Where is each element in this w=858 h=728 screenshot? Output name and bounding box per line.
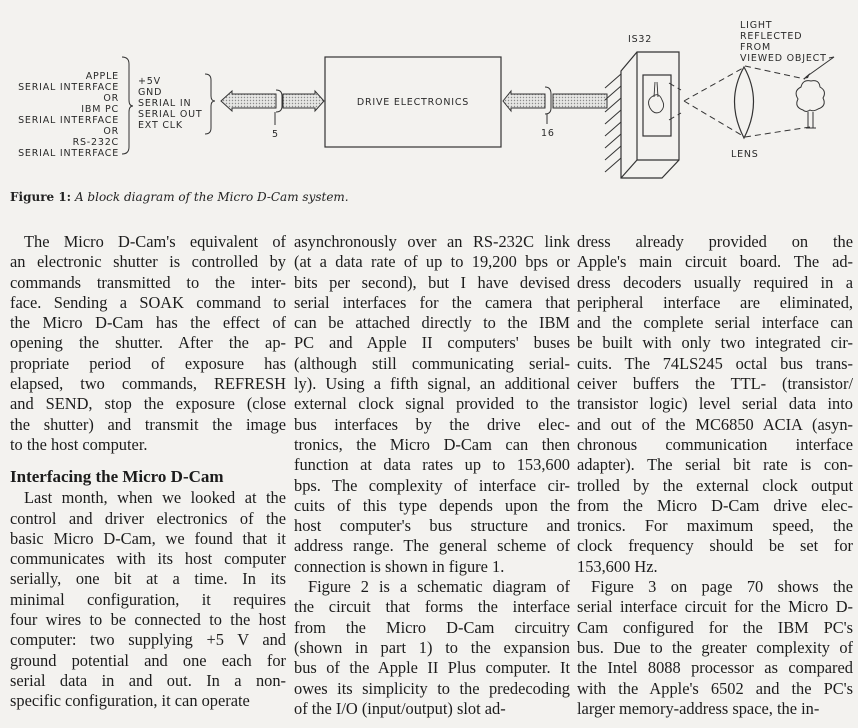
text-line: commands transmitted to the inter-	[10, 272, 286, 292]
lens-label: LENS	[731, 149, 759, 160]
text-line: the circuit that forms the interface	[294, 597, 570, 617]
text-line: serially, one bit at a time. In its	[10, 569, 286, 589]
text-line: (at a data rate of up to 19,200 bps or	[294, 252, 570, 272]
block-diagram	[0, 0, 858, 180]
interface-options-labels	[18, 71, 119, 159]
text-line: computer: two supplying +5 V and	[10, 630, 286, 650]
text-line: ground potential and one each for	[10, 650, 286, 670]
paragraph	[294, 577, 570, 719]
text-line: elapsed, two commands, REFRESH	[10, 374, 286, 394]
caption-text: A block diagram of the Micro D-Cam system.	[74, 190, 349, 204]
text-line: bus. Due to the greater complexity of	[577, 637, 853, 657]
text-line: basic Micro D-Cam, we found that it	[10, 528, 286, 548]
tree-object	[796, 81, 824, 128]
label-serial-interface-2: SERIAL INTERFACE	[18, 115, 119, 126]
sensor-label: IS32	[628, 34, 653, 45]
bus-width-5: 5	[272, 129, 279, 140]
text-line: bps. The complexity of interface cir-	[294, 475, 570, 495]
text-line: to the host computer.	[10, 434, 148, 454]
drive-electronics-label: DRIVE ELECTRONICS	[356, 97, 470, 108]
label-serial-interface-1: SERIAL INTERFACE	[18, 82, 119, 93]
text-line: (although still communicating serial-	[294, 353, 570, 373]
text-line: the Micro D-Cam has the effect of	[10, 313, 286, 333]
label-rs232c: RS-232C	[72, 137, 119, 148]
text-line: tronics, the Micro D-Cam can then	[294, 434, 570, 454]
light-label-line: LIGHT	[740, 20, 773, 31]
lens	[735, 67, 754, 138]
is32-sensor	[605, 34, 679, 178]
figure-caption	[10, 190, 349, 204]
text-line: Cam configured for the IBM PC's	[577, 617, 853, 637]
text-line: host computer's bus structure and	[294, 516, 570, 536]
text-line: clock frequency should be set for	[577, 536, 853, 556]
text-line: Figure 3 on page 70 shows the	[591, 577, 853, 597]
text-line: peripheral interface are eliminated,	[577, 292, 853, 312]
signal-gnd: GND	[138, 87, 163, 98]
text-line: the shutter) and transmit the image	[10, 414, 286, 434]
text-line: be built with only two integrated cir-	[577, 333, 853, 353]
brace-signals	[205, 74, 215, 134]
text-line: control and driver electronics of the	[10, 508, 286, 528]
signal-serial-out: SERIAL OUT	[138, 109, 203, 120]
text-line: bus interfaces by the drive elec-	[294, 414, 570, 434]
text-line: face. Sending a SOAK command to	[10, 292, 286, 312]
text-line: communicates with its host computer	[10, 549, 286, 569]
label-or-1: OR	[103, 93, 119, 104]
label-apple: APPLE	[85, 71, 119, 82]
text-line: The Micro D-Cam's equivalent of	[24, 232, 286, 251]
light-label-line: VIEWED OBJECT	[740, 53, 827, 64]
text-line: connection is shown in figure 1.	[294, 556, 505, 576]
text-line: Apple's main circuit board. The ad-	[577, 252, 853, 272]
text-line: bus of the Apple II Plus computer. It	[294, 658, 570, 678]
text-line: an electronic shutter is controlled by	[10, 252, 286, 272]
signal-labels	[138, 76, 202, 131]
text-line: tronics. For maximum speed, the	[577, 516, 853, 536]
light-label-line: FROM	[740, 42, 771, 53]
text-line: can be attached directly to the IBM	[294, 313, 570, 333]
text-line: chronous communication interface	[577, 434, 853, 454]
signal-ext-clk: EXT CLK	[138, 120, 183, 131]
text-line: opening the shutter. After the ap-	[10, 333, 286, 353]
text-line: the Intel 8088 processor as compared	[577, 658, 853, 678]
text-line: trolled by the external clock output	[577, 475, 853, 495]
paragraph	[577, 577, 853, 719]
bus-width-16: 16	[541, 128, 555, 139]
label-or-2: OR	[103, 126, 119, 137]
text-line: Figure 2 is a schematic diagram of	[308, 577, 570, 597]
text-line: cuits. The 74LS245 octal bus trans-	[577, 353, 853, 373]
text-line: propriate period of exposure has	[10, 353, 286, 373]
text-line: (shown in part 1) to the expansion	[294, 637, 570, 657]
text-line: four wires to be connected to the host	[10, 610, 286, 630]
text-line: of the I/O (input/output) slot ad-	[294, 698, 506, 718]
paragraph	[294, 232, 570, 577]
light-label	[740, 20, 834, 79]
text-line: larger memory-address space, the in-	[577, 698, 820, 718]
bus-arrow-5	[221, 90, 324, 140]
text-line: serial data in and out. In a non-	[10, 670, 286, 690]
text-line: minimal configuration, it requires	[10, 589, 286, 609]
column-3	[577, 232, 853, 719]
paragraph	[577, 232, 853, 577]
text-line: and the complete serial interface can	[577, 313, 853, 333]
light-label-line: REFLECTED	[740, 31, 803, 42]
text-line: PC and Apple II computers' buses	[294, 333, 570, 353]
text-line: specific configuration, it can operate	[10, 691, 250, 711]
text-line: and SEND, stop the exposure (close	[10, 394, 286, 414]
signal-5v: +5V	[138, 76, 161, 87]
text-line: address range. The general scheme of	[294, 536, 570, 556]
text-line: bits per second), but I have devised	[294, 272, 570, 292]
text-line: dress already provided on the	[577, 232, 853, 251]
text-line: ceiver buffers the TTL- (transistor/	[577, 374, 853, 394]
section-heading: Interfacing the Micro D-Cam	[10, 467, 224, 487]
text-line: cuits of this type depends upon the	[294, 495, 570, 515]
text-line: from the Micro D-Cam circuitry	[294, 617, 570, 637]
brace-left	[122, 57, 133, 154]
caption-label: Figure 1:	[10, 190, 72, 204]
text-line: and out of the MC6850 ACIA (asyn-	[577, 414, 853, 434]
text-line: asynchronously over an RS-232C link	[294, 232, 570, 251]
text-line: serial interfaces for the camera that	[294, 292, 570, 312]
label-serial-interface-3: SERIAL INTERFACE	[18, 148, 119, 159]
text-line: serial interface circuit for the Micro D-	[577, 597, 853, 617]
column-2	[294, 232, 570, 719]
text-line: ly). Using a fifth signal, an additional	[294, 374, 570, 394]
text-line: Last month, when we looked at the	[24, 488, 286, 508]
bus-arrow-16	[503, 87, 607, 139]
text-line: from the Micro D-Cam drive elec-	[577, 495, 853, 515]
signal-serial-in: SERIAL IN	[138, 98, 192, 109]
paragraph	[10, 232, 286, 455]
text-line: owes its simplicity to the predecoding	[294, 678, 570, 698]
text-line: external clock signal provided to the	[294, 394, 570, 414]
column-1	[10, 232, 286, 712]
paragraph	[10, 488, 286, 711]
text-line: with the Apple's 6502 and the PC's	[577, 678, 853, 698]
text-line: 153,600 Hz.	[577, 556, 658, 576]
text-line: dress decoders usually required in a	[577, 272, 853, 292]
text-line: function at data rates up to 153,600	[294, 455, 570, 475]
label-ibm-pc: IBM PC	[81, 104, 119, 115]
text-line: transistor logic) level serial data into	[577, 394, 853, 414]
text-line: adapter). The serial bit rate is con-	[577, 455, 853, 475]
